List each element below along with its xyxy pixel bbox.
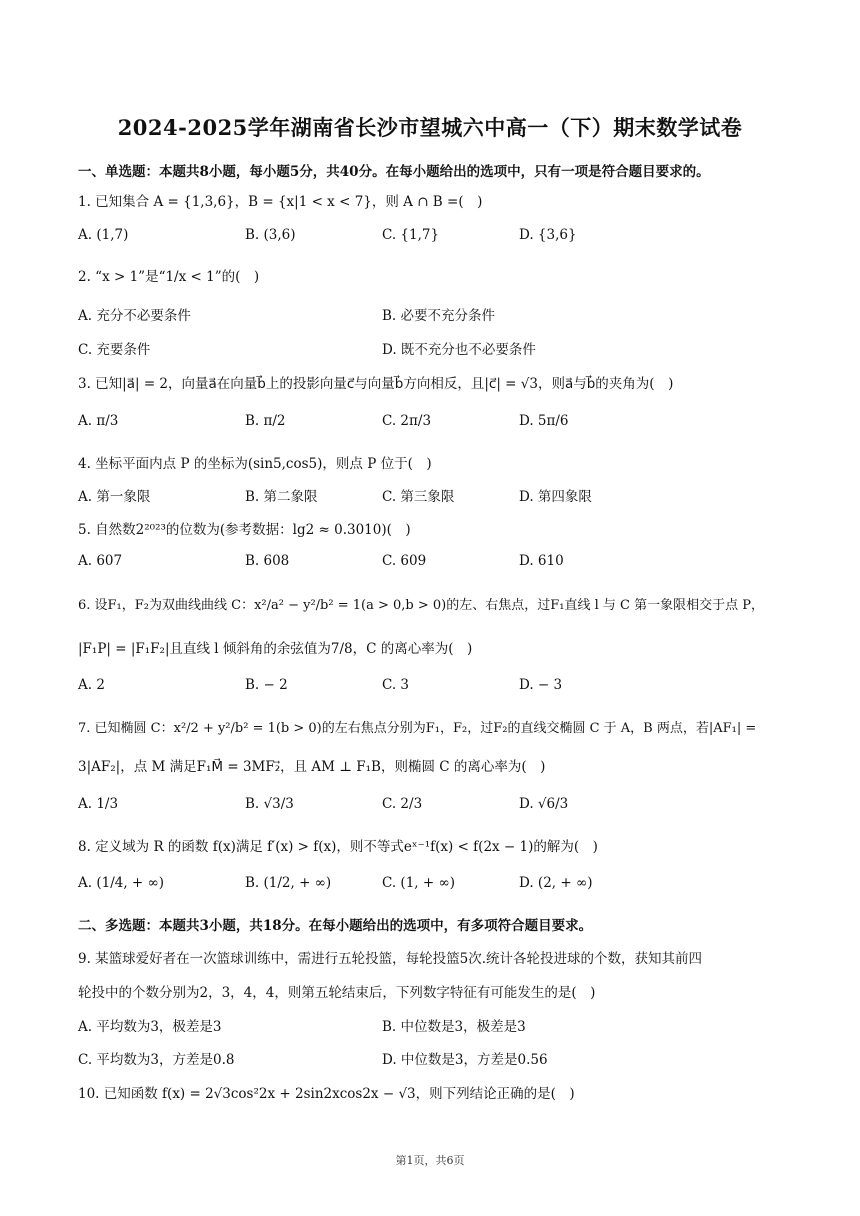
question-3-option-b: B. π/2: [245, 413, 286, 429]
question-6-option-d: D. − 3: [519, 677, 563, 693]
question-3-stem: 3. 已知|a⃗| = 2，向量a⃗在向量b⃗上的投影向量c⃗与向量b⃗方向相反，且|c⃗| = √3，则a⃗与b⃗的夹角为( ): [78, 376, 674, 392]
question-7-option-a: A. 1/3: [78, 796, 119, 812]
question-7-stem-line-1: 7. 已知椭圆 C：x²/2 + y²/b² = 1(b > 0)的左右焦点分别为F₁，F₂，过F₂的直线交椭圆 C 于 A，B 两点，若|AF₁| =: [78, 721, 757, 736]
question-3-option-d: D. 5π/6: [519, 413, 569, 429]
question-8-option-c: C. (1, + ∞): [382, 875, 455, 891]
page-title: 2024-2025学年湖南省长沙市望城六中高一（下）期末数学试卷: [117, 115, 743, 140]
question-7-option-d: D. √6/3: [519, 796, 569, 812]
question-4-option-c: C. 第三象限: [382, 489, 455, 505]
question-1-stem: 1. 已知集合 A = {1,3,6}，B = {x|1 < x < 7}，则 A ∩ B =( ): [78, 194, 483, 210]
question-9-option-c: C. 平均数为3，方差是0.8: [78, 1052, 235, 1068]
question-3-option-a: A. π/3: [78, 413, 119, 429]
question-5-option-a: A. 607: [78, 553, 123, 569]
question-1-option-c: C. {1,7}: [382, 227, 440, 243]
question-4-stem: 4. 坐标平面内点 P 的坐标为(sin5,cos5)，则点 P 位于( ): [78, 456, 432, 472]
question-8-option-d: D. (2, + ∞): [519, 875, 593, 891]
question-4-option-a: A. 第一象限: [78, 489, 151, 505]
question-9-option-a: A. 平均数为3，极差是3: [78, 1019, 222, 1035]
question-9-option-d: D. 中位数是3，方差是0.56: [382, 1052, 548, 1068]
question-2-option-a: A. 充分不必要条件: [78, 308, 191, 324]
question-7-option-c: C. 2/3: [382, 796, 423, 812]
question-9-stem-line-1: 9. 某篮球爱好者在一次篮球训练中，需进行五轮投篮，每轮投篮5次.统计各轮投进球的个数，获知其前四: [78, 951, 703, 967]
question-5-option-b: B. 608: [245, 553, 290, 569]
question-5-option-d: D. 610: [519, 553, 564, 569]
question-9-stem-line-2: 轮投中的个数分别为2，3，4，4，则第五轮结束后，下列数字特征有可能发生的是( ): [78, 985, 596, 1001]
question-5-option-c: C. 609: [382, 553, 427, 569]
question-2-option-b: B. 必要不充分条件: [382, 308, 496, 324]
question-6-option-c: C. 3: [382, 677, 410, 693]
question-6-stem-line-2: |F₁P| = |F₁F₂|且直线 l 倾斜角的余弦值为7/8，C 的离心率为( ): [78, 641, 473, 657]
question-7-stem-line-2: 3|AF₂|，点 M 满足F₁M⃗ = 3MF₂⃗，且 AM ⊥ F₁B，则椭圆 C 的离心率为( ): [78, 759, 546, 775]
question-2-option-c: C. 充要条件: [78, 342, 151, 358]
question-4-option-b: B. 第二象限: [245, 489, 318, 505]
question-7-option-b: B. √3/3: [245, 796, 294, 812]
question-2-option-d: D. 既不充分也不必要条件: [382, 342, 536, 358]
question-3-option-c: C. 2π/3: [382, 413, 432, 429]
question-8-option-b: B. (1/2, + ∞): [245, 875, 332, 891]
question-1-option-d: D. {3,6}: [519, 227, 577, 243]
question-1-option-a: A. (1,7): [78, 227, 129, 243]
question-2-stem: 2. “x > 1”是“1/x < 1”的( ): [78, 269, 260, 285]
question-6-option-a: A. 2: [78, 677, 105, 693]
question-4-option-d: D. 第四象限: [519, 489, 592, 505]
question-5-stem: 5. 自然数2²⁰²³的位数为(参考数据：lg2 ≈ 0.3010)( ): [78, 522, 411, 538]
question-6-option-b: B. − 2: [245, 677, 288, 693]
page-footer: 第1页，共6页: [395, 1154, 465, 1167]
question-8-option-a: A. (1/4, + ∞): [78, 875, 165, 891]
section-heading-single-choice: 一、单选题：本题共8小题，每小题5分，共40分。在每小题给出的选项中，只有一项是符合题目要求的。: [78, 164, 710, 180]
question-9-option-b: B. 中位数是3，极差是3: [382, 1019, 526, 1035]
section-heading-multiple-choice: 二、多选题：本题共3小题，共18分。在每小题给出的选项中，有多项符合题目要求。: [78, 918, 593, 934]
question-1-option-b: B. (3,6): [245, 227, 296, 243]
question-8-stem: 8. 定义域为 R 的函数 f(x)满足 f′(x) > f(x)，则不等式eˣ⁻¹f(x) < f(2x − 1)的解为( ): [78, 839, 598, 855]
question-10-stem: 10. 已知函数 f(x) = 2√3cos²2x + 2sin2xcos2x − √3，则下列结论正确的是( ): [78, 1086, 575, 1102]
question-6-stem-line-1: 6. 设F₁，F₂为双曲线曲线 C：x²/a² − y²/b² = 1(a > 0,b > 0)的左、右焦点，过F₁直线 l 与 C 第一象限相交于点 P，: [78, 598, 764, 613]
